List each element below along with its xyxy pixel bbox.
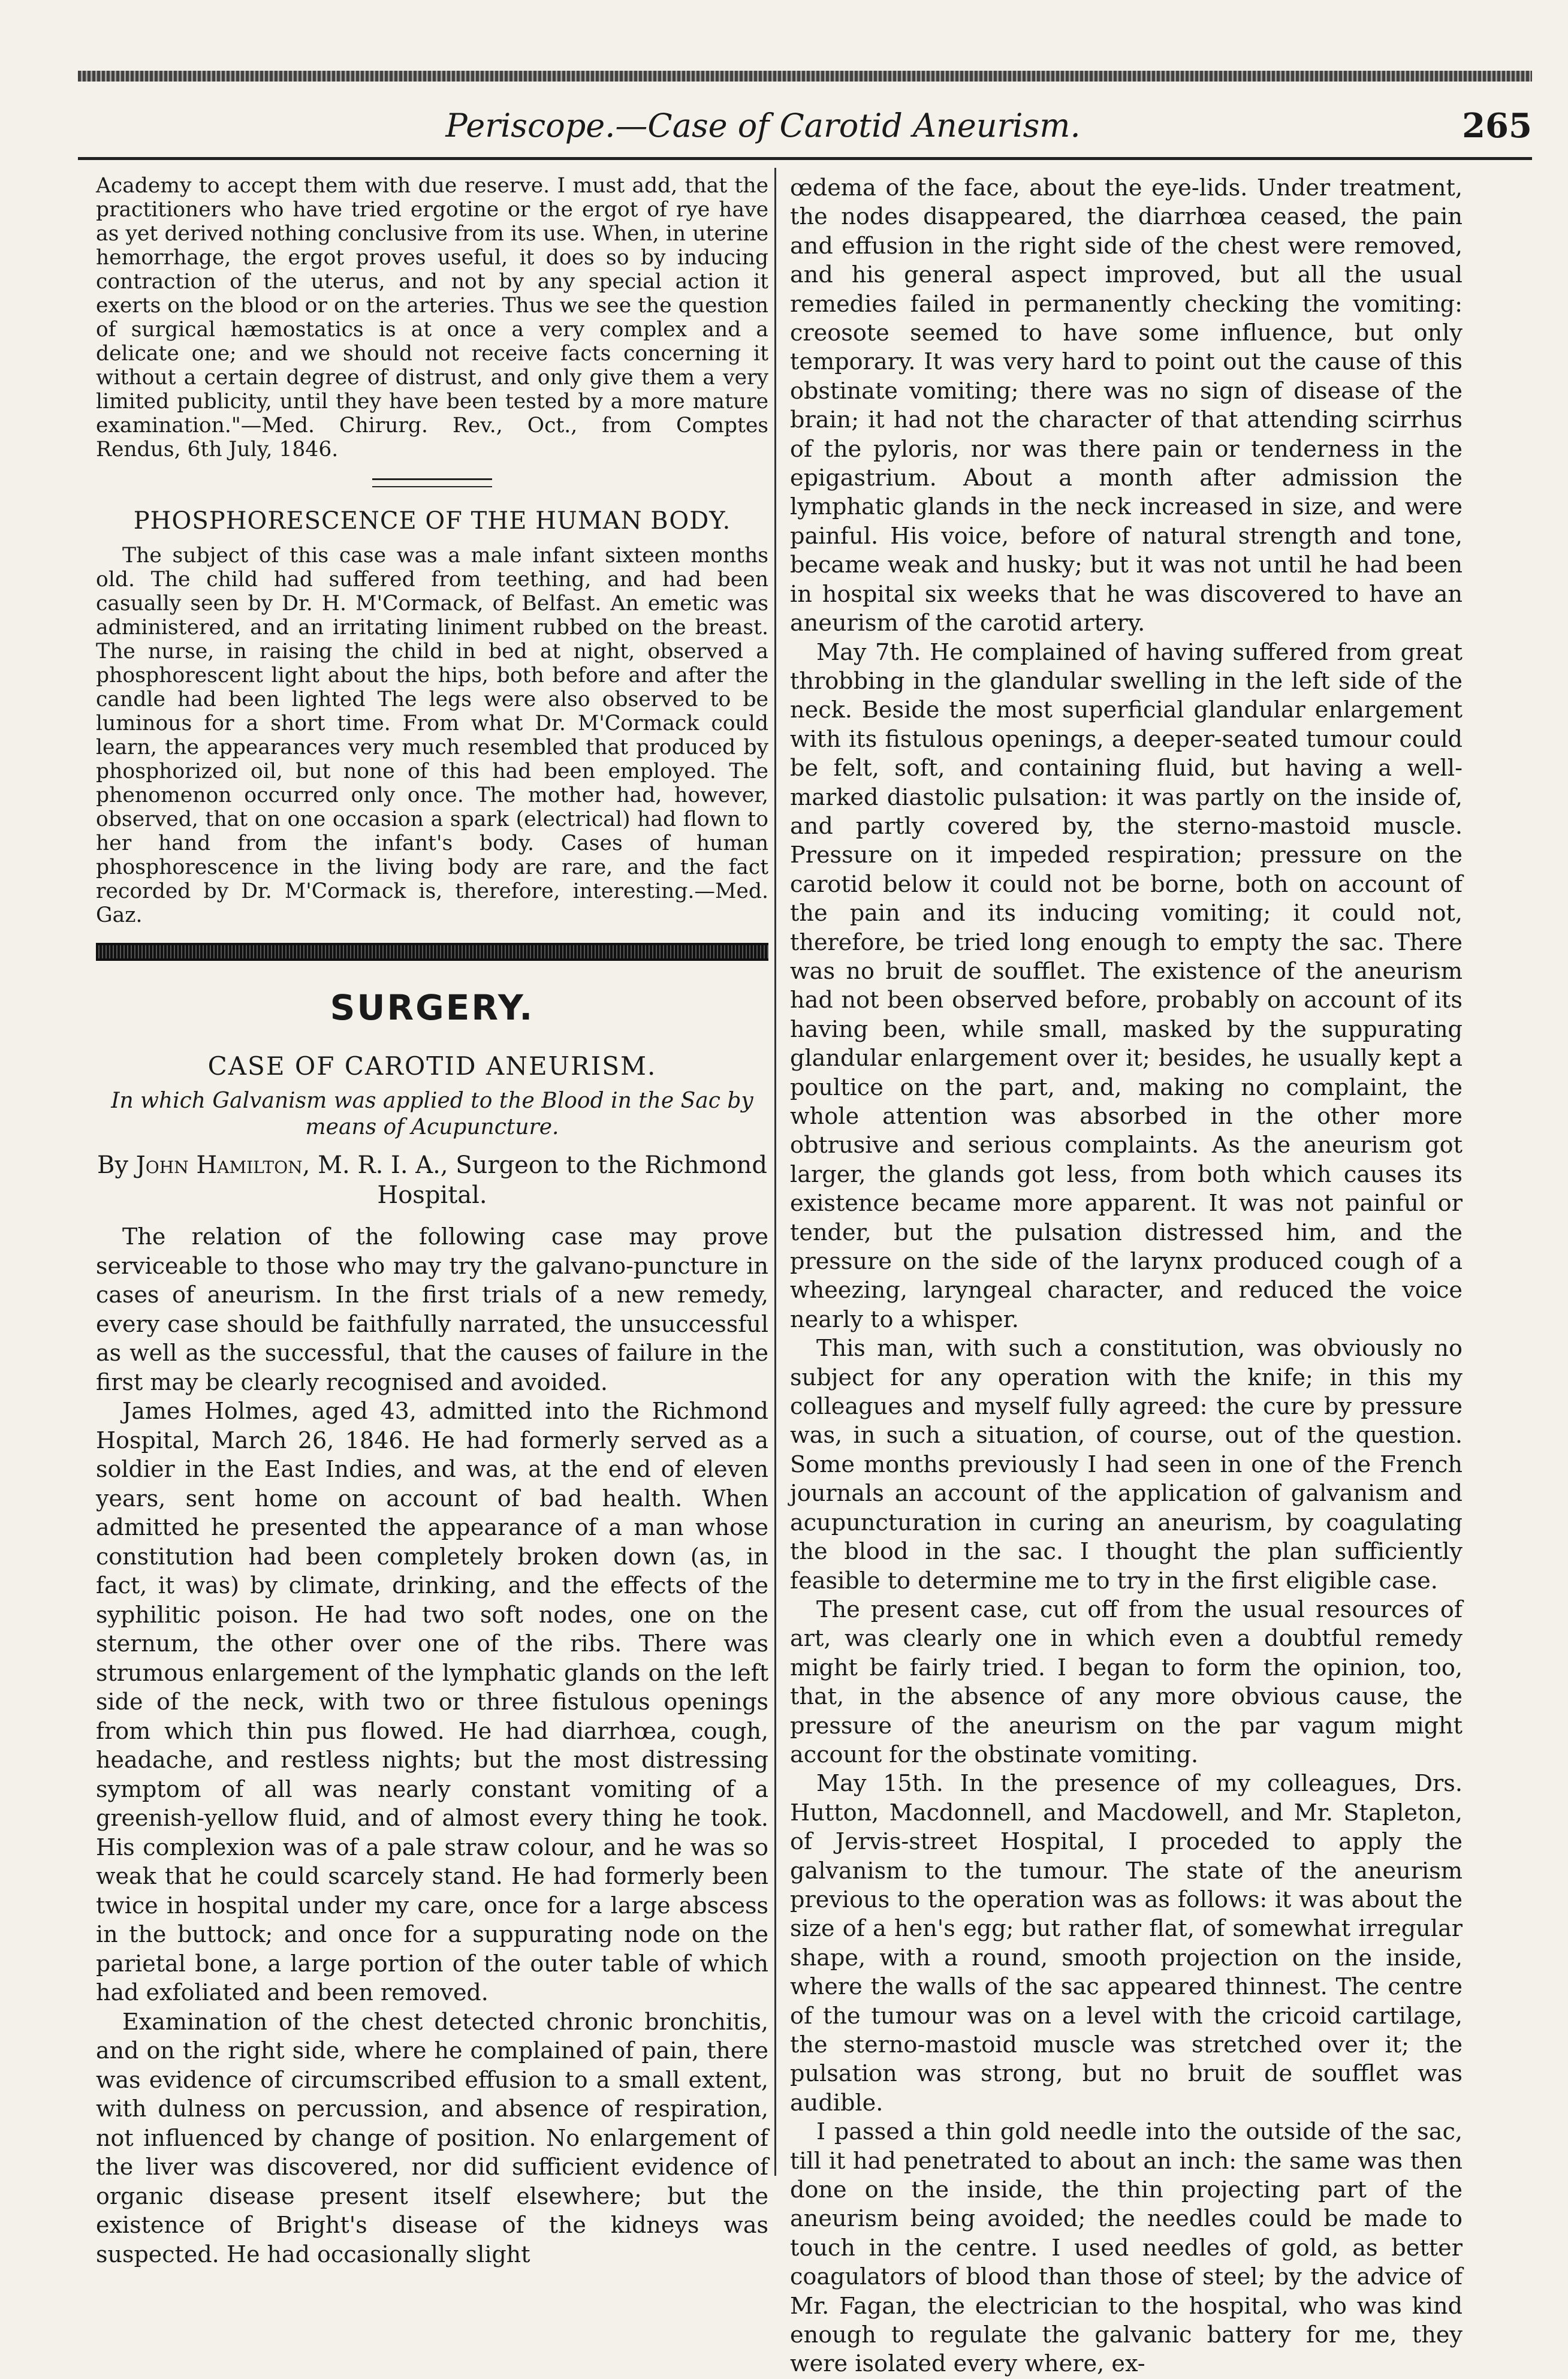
case-title: CASE OF CAROTID ANEURISM. <box>207 1051 657 1081</box>
case-paragraph-2: James Holmes, aged 43, admitted into the Richmond Hospital, March 26, 1846. He had formerly served as a soldier in the East Indies, and was, at the end of eleven years, sent home on account of bad health. When admitted he presented the appearance of a man whose constitution had been completely broken down (as, in fact, it was) by climate, drinking, and the effects of the syphilitic poison. He had two soft nodes, one on the sternum, the other over one of the ribs. There was strumous enlargement of the lymphatic glands on the left side of the neck, with two or three fistulous openings from which thin pus flowed. He had diarrhœa, cough, headache, and restless nights; but the most distressing symptom of all was nearly constant vomiting of a greenish-yellow fluid, and of almost every thing he took. His complexion was of a pale straw colour, and he was so weak that he could scarcely stand. He had formerly been twice in hospital under my care, once for a large abscess in the buttock; and once for a suppurating node on the parietal bone, a large portion of the outer table of which had exfoliated and been removed. <box>96 1398 768 2006</box>
surgery-heading: SURGERY. <box>330 987 535 1028</box>
running-title: Periscope.—Case of Carotid Aneurism. <box>445 107 1081 144</box>
section-divider <box>372 478 492 487</box>
heavy-divider <box>96 943 768 961</box>
byline-prefix: By <box>97 1151 129 1179</box>
author-name: John Hamilton <box>135 1151 303 1179</box>
page-header <box>78 105 1532 153</box>
top-ornamental-rule <box>78 71 1532 82</box>
right-paragraph-6: I passed a thin gold needle into the outside of the sac, till it had penetrated to about an inch: the same was then done on the inside, the thin projecting part of the aneurism being avoided; the needles could be made to touch in the centre. I used needles of gold, as better coagulators of blood than those of steel; by the advice of Mr. Fagan, the electrician to the hospital, who was kind enough to regulate the galvanic battery for me, they were isolated every where, ex- <box>790 2119 1463 2378</box>
byline <box>96 1150 768 1210</box>
ergot-paragraph: Academy to accept them with due reserve. I must add, that the practitioners who have tried ergotine or the ergot of rye have as yet derived nothing conclusive from its use. When, in uterine hemorrhage, the ergot proves useful, it does so by inducing contraction of the uterus, and not by any special action it exerts on the blood or on the arteries. Thus we see the question of surgical hæmostatics is at once a very complex and a delicate one; and we should not receive facts concerning it without a certain degree of distrust, and only give them a very limited publicity, until they have been tested by a more mature examination."—Med. Chirurg. Rev., Oct., from Comptes Rendus, 6th July, 1846. <box>96 174 768 462</box>
right-paragraph-1: œdema of the face, about the eye-lids. Under treatment, the nodes disappeared, the diarrhœa ceased, the pain and effusion in the right side of the chest were removed, and his general aspect improved, but all the usual remedies failed in permanently checking the vomiting: creosote seemed to have some influence, but only temporary. It was very hard to point out the cause of this obstinate vomiting; there was no sign of disease of the brain; it had not the character of that attending scirrhus of the pyloris, nor was there pain or tenderness in the epigastrium. About a month after admission the lymphatic glands in the neck increased in size, and were painful. His voice, before of natural strength and tone, became weak and husky; but it was not until he had been in hospital six weeks that he was discovered to have an aneurism of the carotid artery. <box>790 175 1463 637</box>
case-paragraph-1: The relation of the following case may prove serviceable to those who may try the galvano-puncture in cases of aneurism. In the first trials of a new remedy, every case should be faithfully narrated, the unsuccessful as well as the successful, that the causes of failure in the first may be clearly recognised and avoided. <box>96 1223 768 1395</box>
right-paragraph-3: This man, with such a constitution, was obviously no subject for any operation with the knife; in this my colleagues and myself fully agreed: the cure by pressure was, in such a situation, of course, out of the question. Some months previously I had seen in one of the French journals an account of the application of galvanism and acupuncturation in curing an aneurism, by coagulating the blood in the sac. I thought the plan sufficiently feasible to determine me to try in the first eligible case. <box>790 1335 1463 1594</box>
column-rule <box>774 168 776 2176</box>
phosphorescence-paragraph: The subject of this case was a male infant sixteen months old. The child had suffered from teething, and had been casually seen by Dr. H. M'Cormack, of Belfast. An emetic was administered, and an irritating liniment rubbed on the breast. The nurse, in raising the child in bed at night, observed a phosphorescent light about the hips, both before and after the candle had been lighted The legs were also observed to be luminous for a short time. From what Dr. M'Cormack could learn, the appearances very much resembled that produced by phosphorized oil, but none of this had been employed. The phenomenon occurred only once. The mother had, however, observed, that on one occasion a spark (electrical) had flown to her hand from the infant's body. Cases of human phosphorescence in the living body are rare, and the fact recorded by Dr. M'Cormack is, therefore, interesting.—Med. Gaz. <box>96 544 768 927</box>
case-paragraph-3: Examination of the chest detected chronic bronchitis, and on the right side, where he complained of pain, there was evidence of circumscribed effusion to a small extent, with dulness on percussion, and absence of respiration, not influenced by change of position. No enlargement of the liver was discovered, nor did sufficient evidence of organic disease present itself elsewhere; but the existence of Bright's disease of the kidneys was suspected. He had occasionally slight <box>96 2008 768 2268</box>
right-paragraph-5: May 15th. In the presence of my colleagues, Drs. Hutton, Macdonnell, and Macdowell, and Mr. Stapleton, of Jervis-street Hospital, I proceded to apply the galvanism to the tumour. The state of the aneurism previous to the operation was as follows: it was about the size of a hen's egg; but rather flat, of somewhat irregular shape, with a round, smooth projection on the inside, where the walls of the sac appeared thinnest. The centre of the tumour was on a level with the cricoid cartilage, the sterno-mastoid muscle was stretched over it; the pulsation was strong, but no bruit de soufflet was audible. <box>790 1771 1463 2116</box>
left-column <box>96 174 768 2268</box>
header-rule <box>78 157 1532 160</box>
right-paragraph-2: May 7th. He complained of having suffered from great throbbing in the glandular swelling in the left side of the neck. Beside the most superficial glandular enlargement with its fistulous openings, a deeper-seated tumour could be felt, soft, and containing fluid, but having a well-marked diastolic pulsation: it was partly on the inside of, and partly covered by, the sterno-mastoid muscle. Pressure on it impeded respiration; pressure on the carotid below it could not be borne, both on account of the pain and its inducing vomiting; it could not, therefore, be tried long enough to empty the sac. There was no bruit de soufflet. The existence of the aneurism had not been observed before, probably on account of its having been, while small, masked by the suppurating glandular enlargement over it; besides, he usually kept a poultice on the part, and, making no complaint, the whole attention was absorbed in the other more obtrusive and serious complaints. As the aneurism got larger, the glands got less, from both which causes its existence became more apparent. It was not painful or tender, but the pulsation distressed him, and the pressure on the side of the larynx produced cough of a wheezing, laryngeal character, and reduced the voice nearly to a whisper. <box>790 639 1463 1333</box>
byline-rest: , M. R. I. A., Surgeon to the Richmond Hospital. <box>302 1151 767 1209</box>
page-number: 265 <box>1462 106 1532 146</box>
right-column <box>790 174 1463 2378</box>
phosphorescence-heading: PHOSPHORESCENCE OF THE HUMAN BODY. <box>133 507 731 535</box>
right-paragraph-4: The present case, cut off from the usual resources of art, was clearly one in which even a doubtful remedy might be fairly tried. I began to form the opinion, too, that, in the absence of any more obvious cause, the pressure of the aneurism on the par vagum might account for the obstinate vomiting. <box>790 1596 1463 1768</box>
case-subtitle: In which Galvanism was applied to the Blood in the Sac by means of Acupuncture. <box>111 1089 753 1139</box>
